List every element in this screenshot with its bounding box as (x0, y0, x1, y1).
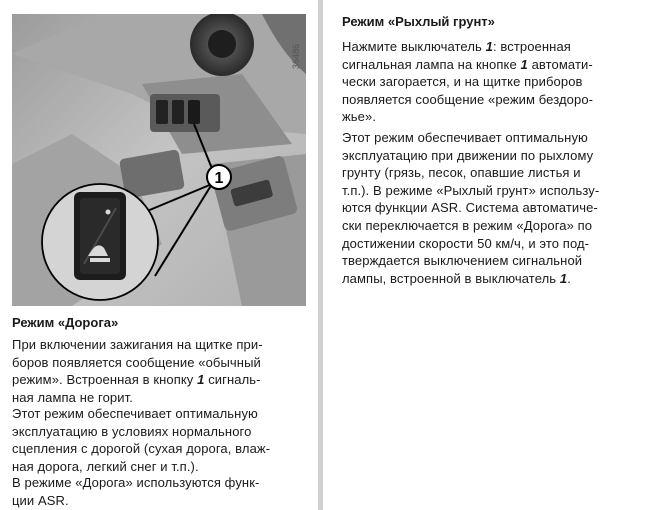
right-paragraph-2-line: ски переключается в режим «Дорога» по (342, 217, 593, 233)
left-paragraph-2 (12, 405, 270, 475)
svg-text:1: 1 (214, 170, 224, 187)
left-paragraph-1-line: ная лампа не горит. (12, 389, 133, 405)
left-paragraph-1 (12, 336, 263, 406)
right-paragraph-1 (342, 38, 593, 126)
left-paragraph-1-line: режим». Встроенная в кнопку 1 сигналь- (12, 372, 261, 388)
left-paragraph-2-line: сцепления с дорогой (сухая дорога, влаж- (12, 441, 271, 457)
left-paragraph-3-line: В режиме «Дорога» используются функ- (12, 475, 260, 490)
left-paragraph-1-line: При включении зажигания на щитке при- (12, 337, 263, 352)
right-paragraph-1-line: чески загорается, и на щитке приборов (342, 74, 583, 90)
right-paragraph-2-line: достижении скорости 50 км/ч, и это под- (342, 235, 590, 251)
right-paragraph-2-line: эксплуатацию при движении по рыхлому (342, 147, 594, 163)
column-divider (318, 0, 323, 510)
heading-loose-ground-mode: Режим «Рыхлый грунт» (342, 14, 495, 29)
right-paragraph-1-line: жье». (342, 109, 377, 125)
right-paragraph-2-line: т.п.). В режиме «Рыхлый грунт» использу- (342, 182, 600, 198)
heading-road-mode: Режим «Дорога» (12, 315, 119, 330)
right-paragraph-1-line: Нажмите выключатель 1: встроенная (342, 39, 571, 54)
right-paragraph-1-line: сигнальная лампа на кнопке 1 автомати- (342, 56, 593, 72)
left-paragraph-1-line: боров появляется сообщение «обычный (12, 354, 261, 370)
switch-illustration (12, 14, 306, 306)
right-paragraph-2-line: лампы, встроенной в выключатель 1. (342, 270, 571, 286)
left-paragraph-2-line: Этот режим обеспечивает оптимальную (12, 406, 258, 421)
left-paragraph-2-line: ная дорога, легкий снег и т.п.). (12, 458, 199, 474)
right-paragraph-2 (342, 129, 599, 287)
right-paragraph-2-line: ются функции ASR. Система автоматиче- (342, 200, 598, 216)
left-paragraph-3 (12, 474, 259, 509)
right-paragraph-2-line: тверждается выключением сигнальной (342, 253, 583, 269)
left-paragraph-2-line: эксплуатацию в условиях нормального (12, 423, 252, 439)
photo-reference-code: 36486 (291, 44, 301, 70)
left-paragraph-3-line: ции ASR. (12, 492, 69, 508)
right-paragraph-2-line: Этот режим обеспечивает оптимальную (342, 130, 588, 145)
dashboard-photo (12, 14, 306, 306)
right-paragraph-2-line: грунту (грязь, песок, опавшие листья и (342, 165, 581, 181)
right-paragraph-1-line: появляется сообщение «режим бездоро- (342, 91, 594, 107)
